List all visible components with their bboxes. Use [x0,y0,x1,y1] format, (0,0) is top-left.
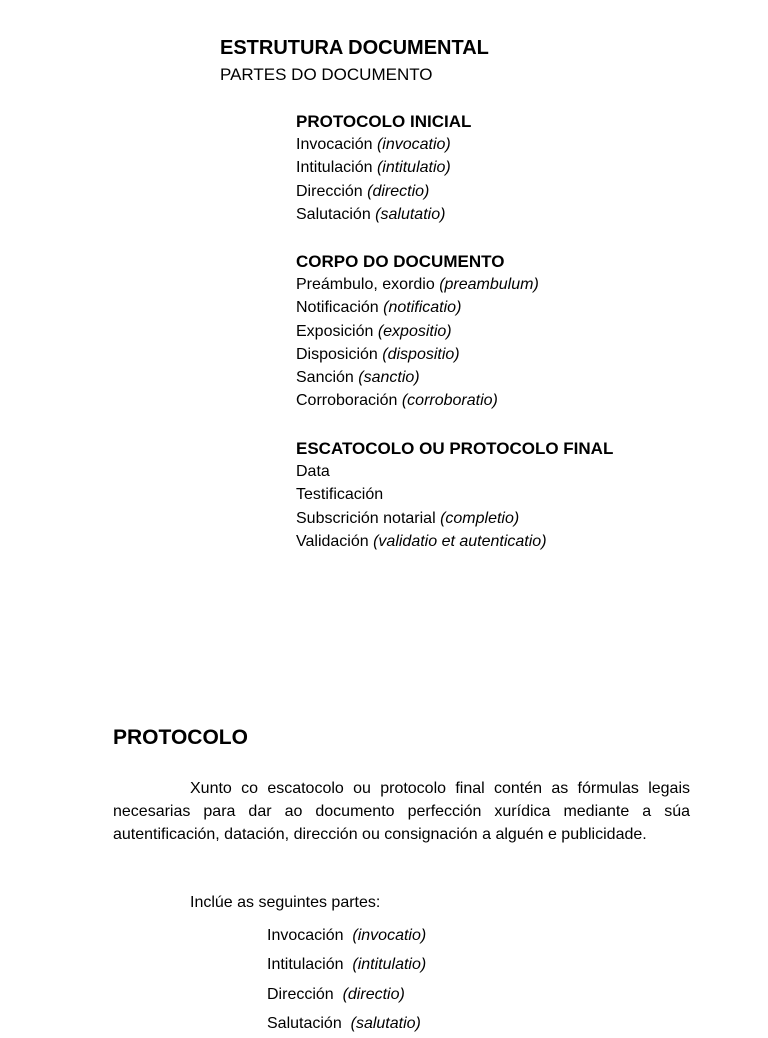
section-escatocolo [296,437,613,553]
item-latin: (validatio et autenticatio) [373,532,547,550]
item-latin: (salutatio) [350,1014,421,1032]
item-latin: (corroboratio) [401,392,498,410]
item-term: Preámbulo, exordio [296,276,435,294]
list-item [296,389,539,412]
item-latin: (directio) [342,985,405,1003]
item-latin: (completio) [440,509,520,527]
list-item [296,180,471,203]
section-corpo-do-documento [296,250,539,412]
item-latin: (directio) [367,182,430,200]
list-item [296,460,613,483]
item-term: Corroboración [296,392,398,410]
includes-list [267,921,426,1038]
list-item [296,273,539,296]
item-term: Salutación [267,1014,342,1032]
list-item [296,203,471,226]
item-term: Invocación [296,136,373,154]
list-item [296,343,539,366]
item-latin: (intitulatio) [352,956,427,974]
item-latin: (expositio) [377,322,452,340]
item-latin: (dispositio) [382,345,460,363]
item-term: Sanción [296,369,354,387]
list-item [296,530,613,553]
item-latin: (notificatio) [383,299,462,317]
item-term: Validación [296,532,369,550]
list-item [296,320,539,343]
item-term: Intitulación [267,956,344,974]
item-term: Disposición [296,345,378,363]
item-term: Intitulación [296,159,373,177]
item-latin: (sanctio) [358,369,420,387]
section-heading: PROTOCOLO INICIAL [296,112,472,131]
item-term: Dirección [296,182,363,200]
item-term: Data [296,463,330,481]
item-latin: (preambulum) [439,276,539,294]
protocolo-paragraph: Xunto co escatocolo ou protocolo final contén as fórmulas legais necesarias para dar ao documento perfección xurídica mediante a súa autentificación, datación, dirección ou consignación a alguén e publicidade. [113,780,690,843]
list-item [267,1009,426,1038]
list-item [296,507,613,530]
list-item [267,921,426,950]
item-term: Notificación [296,299,379,317]
item-latin: (invocatio) [352,927,427,944]
item-term: Testificación [296,486,384,504]
list-item [267,980,426,1009]
list-item [296,483,613,506]
list-item [267,950,426,979]
list-item [296,296,539,319]
protocolo-heading: PROTOCOLO [113,726,248,749]
item-latin: (salutatio) [375,205,446,223]
section-heading: ESCATOCOLO OU PROTOCOLO FINAL [296,439,614,458]
list-item [296,133,471,156]
item-latin: (invocatio) [376,136,451,154]
item-latin: (intitulatio) [376,159,451,177]
item-term: Salutación [296,205,371,223]
section-heading: CORPO DO DOCUMENTO [296,252,505,271]
section-protocolo-inicial [296,110,471,226]
item-term: Subscrición notarial [296,509,436,527]
item-term: Exposición [296,322,374,340]
list-item [296,366,539,389]
list-item [296,156,471,179]
document-subtitle: PARTES DO DOCUMENTO [220,65,433,84]
includes-intro: Inclúe as seguintes partes: [190,894,381,911]
item-term: Dirección [267,985,334,1003]
item-term: Invocación [267,927,344,944]
document-title: ESTRUTURA DOCUMENTAL [220,37,489,59]
